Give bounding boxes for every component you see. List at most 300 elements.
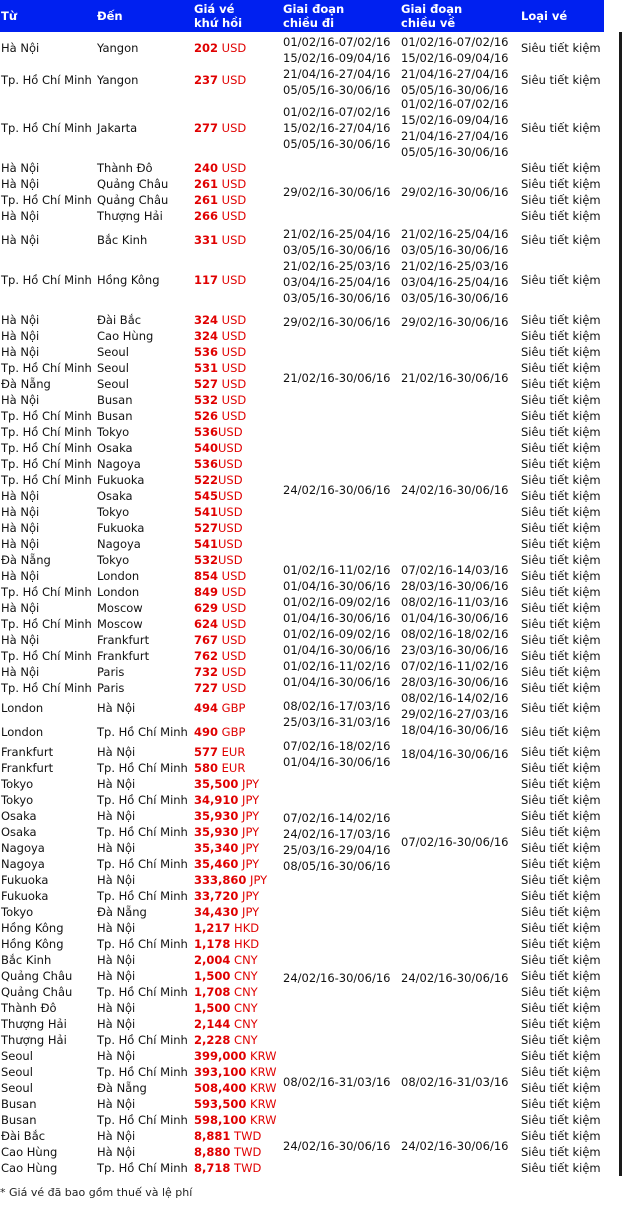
row-to: Tokyo — [97, 553, 130, 567]
row-to: Paris — [97, 665, 125, 679]
row-fare-type: Siêu tiết kiệm — [521, 1129, 601, 1143]
price-value: 629 — [194, 601, 219, 615]
price-currency: JPY — [238, 825, 260, 839]
price-value: 545 — [194, 489, 219, 503]
period-return: 28/03/16-30/06/16 — [401, 579, 509, 593]
row-fare-type: Siêu tiết kiệm — [521, 905, 601, 919]
header-out-1: Giai đoạn — [283, 2, 345, 16]
row-price — [194, 984, 258, 1000]
period-return: 28/03/16-30/06/16 — [401, 675, 509, 689]
period-outbound: 07/02/16-14/02/16 — [283, 811, 391, 825]
price-currency: USD — [218, 681, 247, 695]
row-from: Hồng Kông — [1, 921, 64, 935]
row-fare-type: Siêu tiết kiệm — [521, 857, 601, 871]
header-ret-1: Giai đoạn — [401, 2, 463, 16]
row-from: Tokyo — [1, 793, 34, 807]
row-fare-type: Siêu tiết kiệm — [521, 505, 601, 519]
price-value: 35,460 — [194, 857, 239, 871]
row-price — [194, 488, 243, 504]
row-fare-type: Siêu tiết kiệm — [521, 649, 601, 663]
row-price — [194, 1080, 276, 1096]
row-fare-type: Siêu tiết kiệm — [521, 409, 601, 423]
row-to: Tp. Hồ Chí Minh — [97, 725, 188, 739]
period-outbound: 03/04/16-25/04/16 — [283, 275, 391, 289]
row-fare-type: Siêu tiết kiệm — [521, 1161, 601, 1175]
period-return: 05/05/16-30/06/16 — [401, 83, 509, 97]
row-price — [194, 584, 246, 600]
price-currency: KRW — [246, 1113, 277, 1127]
row-from: Đà Nẵng — [1, 377, 51, 391]
row-price — [194, 760, 245, 776]
row-to: Hà Nội — [97, 1001, 136, 1015]
price-value: 727 — [194, 681, 219, 695]
row-price — [194, 208, 246, 224]
row-price — [194, 968, 258, 984]
row-from: Busan — [1, 1097, 37, 1111]
row-fare-type: Siêu tiết kiệm — [521, 985, 601, 999]
row-from: Hà Nội — [1, 177, 40, 191]
row-fare-type: Siêu tiết kiệm — [521, 665, 601, 679]
period-return: 15/02/16-09/04/16 — [401, 113, 509, 127]
row-from: Nagoya — [1, 857, 45, 871]
row-fare-type: Siêu tiết kiệm — [521, 313, 601, 327]
price-value: 541 — [194, 505, 219, 519]
period-outbound: 03/05/16-30/06/16 — [283, 291, 391, 305]
price-value: 266 — [194, 209, 219, 223]
row-to: Busan — [97, 409, 133, 423]
price-value: 34,910 — [194, 793, 239, 807]
row-fare-type: Siêu tiết kiệm — [521, 521, 601, 535]
price-value: 202 — [194, 41, 219, 55]
price-value: 34,430 — [194, 905, 239, 919]
period-outbound: 24/02/16-30/06/16 — [283, 483, 391, 497]
price-currency: USD — [218, 41, 247, 55]
row-from: Hà Nội — [1, 233, 40, 247]
period-outbound: 03/05/16-30/06/16 — [283, 243, 391, 257]
row-from: Tp. Hồ Chí Minh — [1, 441, 92, 455]
price-value: 8,880 — [194, 1145, 231, 1159]
price-value: 399,000 — [194, 1049, 247, 1063]
price-value: 732 — [194, 665, 219, 679]
row-fare-type: Siêu tiết kiệm — [521, 1065, 601, 1079]
row-fare-type: Siêu tiết kiệm — [521, 937, 601, 951]
price-currency: USD — [218, 665, 247, 679]
row-to: Tp. Hồ Chí Minh — [97, 937, 188, 951]
row-to: Thượng Hải — [97, 209, 163, 223]
row-price — [194, 648, 246, 664]
period-outbound: 08/05/16-30/06/16 — [283, 859, 391, 873]
row-price — [194, 824, 259, 840]
row-fare-type: Siêu tiết kiệm — [521, 953, 601, 967]
row-to: Tp. Hồ Chí Minh — [97, 985, 188, 999]
header-price-2: khứ hồi — [194, 16, 243, 30]
row-price — [194, 600, 246, 616]
row-price — [194, 1000, 258, 1016]
row-to: Seoul — [97, 361, 129, 375]
period-return: 08/02/16-11/03/16 — [401, 595, 509, 609]
price-currency: JPY — [238, 841, 260, 855]
row-to: Tokyo — [97, 425, 130, 439]
price-value: 580 — [194, 761, 219, 775]
period-return: 01/02/16-07/02/16 — [401, 35, 509, 49]
period-return: 01/04/16-30/06/16 — [401, 611, 509, 625]
row-to: Nagoya — [97, 537, 141, 551]
row-to: Hà Nội — [97, 1017, 136, 1031]
row-price — [194, 1064, 276, 1080]
price-value: 261 — [194, 177, 219, 191]
row-to: Tp. Hồ Chí Minh — [97, 825, 188, 839]
row-fare-type: Siêu tiết kiệm — [521, 345, 601, 359]
row-price — [194, 888, 259, 904]
price-value: 1,178 — [194, 937, 231, 951]
row-from: Hà Nội — [1, 41, 40, 55]
row-price — [194, 872, 267, 888]
row-price — [194, 72, 246, 88]
row-to: Đà Nẵng — [97, 905, 147, 919]
period-outbound: 24/02/16-30/06/16 — [283, 971, 391, 985]
price-currency: TWD — [230, 1145, 262, 1159]
row-from: Hồng Kông — [1, 937, 64, 951]
period-outbound: 15/02/16-09/04/16 — [283, 51, 391, 65]
row-fare-type: Siêu tiết kiệm — [521, 969, 601, 983]
price-currency: HKD — [230, 921, 260, 935]
row-from: Hà Nội — [1, 665, 40, 679]
row-to: Hà Nội — [97, 873, 136, 887]
price-currency: USD — [218, 273, 247, 287]
row-to: Hồng Kông — [97, 273, 160, 287]
price-currency: TWD — [230, 1129, 262, 1143]
row-to: Nagoya — [97, 457, 141, 471]
row-to: Hà Nội — [97, 1049, 136, 1063]
row-from: Đài Bắc — [1, 1129, 46, 1143]
period-outbound: 05/05/16-30/06/16 — [283, 83, 391, 97]
price-currency: USD — [218, 209, 247, 223]
row-to: Osaka — [97, 489, 133, 503]
row-price — [194, 1160, 261, 1176]
row-from: Tp. Hồ Chí Minh — [1, 73, 92, 87]
row-from: Busan — [1, 1113, 37, 1127]
row-price — [194, 632, 246, 648]
row-fare-type: Siêu tiết kiệm — [521, 1033, 601, 1047]
row-to: Tp. Hồ Chí Minh — [97, 1065, 188, 1079]
row-price — [194, 1144, 261, 1160]
price-currency: USD — [218, 537, 243, 551]
row-to: Hà Nội — [97, 1145, 136, 1159]
row-price — [194, 392, 246, 408]
price-currency: CNY — [230, 1017, 258, 1031]
row-fare-type: Siêu tiết kiệm — [521, 1097, 601, 1111]
period-return: 29/02/16-30/06/16 — [401, 315, 509, 329]
price-currency: EUR — [218, 745, 246, 759]
row-from: London — [1, 701, 44, 715]
row-to: Moscow — [97, 601, 143, 615]
period-outbound: 01/02/16-11/02/16 — [283, 659, 391, 673]
period-return: 21/04/16-27/04/16 — [401, 129, 509, 143]
row-from: Nagoya — [1, 841, 45, 855]
row-price — [194, 176, 246, 192]
row-to: Seoul — [97, 345, 129, 359]
row-from: Tp. Hồ Chí Minh — [1, 193, 92, 207]
price-currency: USD — [218, 121, 247, 135]
row-fare-type: Siêu tiết kiệm — [521, 745, 601, 759]
row-to: Moscow — [97, 617, 143, 631]
period-return: 08/02/16-14/02/16 — [401, 691, 509, 705]
price-value: 35,500 — [194, 777, 239, 791]
row-to: Hà Nội — [97, 809, 136, 823]
price-currency: USD — [218, 457, 243, 471]
row-from: Frankfurt — [1, 745, 54, 759]
period-outbound: 15/02/16-27/04/16 — [283, 121, 391, 135]
row-price — [194, 904, 259, 920]
row-from: Thượng Hải — [1, 1017, 67, 1031]
price-currency: USD — [218, 569, 247, 583]
row-from: Hà Nội — [1, 505, 40, 519]
row-from: Cao Hùng — [1, 1161, 58, 1175]
price-value: 536 — [194, 457, 219, 471]
row-price — [194, 920, 259, 936]
price-value: 527 — [194, 521, 219, 535]
row-to: Tp. Hồ Chí Minh — [97, 857, 188, 871]
price-currency: USD — [218, 393, 247, 407]
row-from: Hà Nội — [1, 209, 40, 223]
row-from: Đà Nẵng — [1, 553, 51, 567]
row-fare-type: Siêu tiết kiệm — [521, 441, 601, 455]
period-outbound: 25/03/16-29/04/16 — [283, 843, 391, 857]
row-price — [194, 952, 258, 968]
period-outbound: 29/02/16-30/06/16 — [283, 185, 391, 199]
price-value: 1,500 — [194, 1001, 231, 1015]
row-price — [194, 840, 259, 856]
header-out-2: chiều đi — [283, 16, 335, 30]
row-fare-type: Siêu tiết kiệm — [521, 1001, 601, 1015]
header-ret-2: chiều về — [401, 16, 456, 30]
row-price — [194, 664, 246, 680]
row-fare-type: Siêu tiết kiệm — [521, 873, 601, 887]
row-price — [194, 680, 246, 696]
row-fare-type: Siêu tiết kiệm — [521, 1145, 601, 1159]
row-from: Cao Hùng — [1, 1145, 58, 1159]
row-to: Fukuoka — [97, 521, 145, 535]
row-to: Hà Nội — [97, 745, 136, 759]
price-value: 532 — [194, 393, 219, 407]
price-currency: USD — [218, 345, 247, 359]
row-from: London — [1, 725, 44, 739]
row-price — [194, 1032, 258, 1048]
price-value: 8,718 — [194, 1161, 231, 1175]
row-price — [194, 1112, 276, 1128]
header-to: Đến — [97, 9, 123, 23]
row-from: Hà Nội — [1, 601, 40, 615]
period-outbound: 01/04/16-30/06/16 — [283, 611, 391, 625]
row-from: Hà Nội — [1, 345, 40, 359]
row-to: Yangon — [97, 41, 139, 55]
row-price — [194, 1128, 261, 1144]
row-to: Đài Bắc — [97, 313, 142, 327]
row-fare-type: Siêu tiết kiệm — [521, 553, 601, 567]
row-price — [194, 504, 243, 520]
row-from: Hà Nội — [1, 313, 40, 327]
row-to: Quảng Châu — [97, 177, 169, 191]
row-to: Yangon — [97, 73, 139, 87]
period-outbound: 29/02/16-30/06/16 — [283, 315, 391, 329]
period-outbound: 01/02/16-09/02/16 — [283, 595, 391, 609]
price-currency: JPY — [238, 905, 260, 919]
price-value: 324 — [194, 313, 219, 327]
row-to: Frankfurt — [97, 633, 150, 647]
price-currency: USD — [218, 521, 243, 535]
row-price — [194, 936, 259, 952]
price-value: 854 — [194, 569, 219, 583]
period-return: 29/02/16-30/06/16 — [401, 185, 509, 199]
period-outbound: 01/02/16-09/02/16 — [283, 627, 391, 641]
price-value: 490 — [194, 725, 219, 739]
row-fare-type: Siêu tiết kiệm — [521, 793, 601, 807]
price-currency: USD — [218, 649, 247, 663]
row-fare-type: Siêu tiết kiệm — [521, 725, 601, 739]
price-value: 526 — [194, 409, 219, 423]
row-fare-type: Siêu tiết kiệm — [521, 841, 601, 855]
price-currency: USD — [218, 601, 247, 615]
row-price — [194, 520, 243, 536]
row-to: Quảng Châu — [97, 193, 169, 207]
row-fare-type: Siêu tiết kiệm — [521, 777, 601, 791]
row-price — [194, 328, 246, 344]
row-fare-type: Siêu tiết kiệm — [521, 569, 601, 583]
period-return: 29/02/16-27/03/16 — [401, 707, 509, 721]
period-return: 07/02/16-30/06/16 — [401, 835, 509, 849]
price-value: 393,100 — [194, 1065, 247, 1079]
row-to: Osaka — [97, 441, 133, 455]
price-value: 1,217 — [194, 921, 231, 935]
period-outbound: 01/02/16-07/02/16 — [283, 105, 391, 119]
row-price — [194, 456, 243, 472]
row-price — [194, 808, 259, 824]
price-value: 331 — [194, 233, 219, 247]
row-from: Hà Nội — [1, 161, 40, 175]
period-return: 07/02/16-14/03/16 — [401, 563, 509, 577]
row-price — [194, 424, 243, 440]
row-to: Tp. Hồ Chí Minh — [97, 1161, 188, 1175]
row-fare-type: Siêu tiết kiệm — [521, 681, 601, 695]
row-from: Thành Đô — [1, 1001, 57, 1015]
row-price — [194, 160, 246, 176]
period-outbound: 01/02/16-11/02/16 — [283, 563, 391, 577]
header-from: Từ — [1, 9, 18, 23]
period-outbound: 21/04/16-27/04/16 — [283, 67, 391, 81]
row-fare-type: Siêu tiết kiệm — [521, 457, 601, 471]
row-price — [194, 744, 245, 760]
row-price — [194, 408, 246, 424]
period-return: 21/02/16-30/06/16 — [401, 371, 509, 385]
period-return: 21/02/16-25/04/16 — [401, 227, 509, 241]
price-value: 494 — [194, 701, 219, 715]
row-to: Tp. Hồ Chí Minh — [97, 793, 188, 807]
period-return: 15/02/16-09/04/16 — [401, 51, 509, 65]
row-price — [194, 792, 259, 808]
row-fare-type: Siêu tiết kiệm — [521, 233, 601, 247]
row-from: Hà Nội — [1, 489, 40, 503]
row-price — [194, 232, 246, 248]
price-currency: USD — [218, 177, 247, 191]
price-currency: USD — [218, 313, 247, 327]
row-fare-type: Siêu tiết kiệm — [521, 537, 601, 551]
period-outbound: 01/04/16-30/06/16 — [283, 675, 391, 689]
price-currency: USD — [218, 233, 247, 247]
price-value: 593,500 — [194, 1097, 247, 1111]
price-value: 598,100 — [194, 1113, 247, 1127]
period-outbound: 01/04/16-30/06/16 — [283, 643, 391, 657]
period-outbound: 01/04/16-30/06/16 — [283, 579, 391, 593]
row-to: Hà Nội — [97, 921, 136, 935]
row-price — [194, 568, 246, 584]
row-from: Hà Nội — [1, 569, 40, 583]
price-currency: USD — [218, 585, 247, 599]
row-from: Tp. Hồ Chí Minh — [1, 457, 92, 471]
price-value: 522 — [194, 473, 219, 487]
row-price — [194, 40, 246, 56]
row-fare-type: Siêu tiết kiệm — [521, 889, 601, 903]
price-currency: USD — [218, 329, 247, 343]
row-from: Seoul — [1, 1049, 33, 1063]
row-fare-type: Siêu tiết kiệm — [521, 121, 601, 135]
period-return: 07/02/16-11/02/16 — [401, 659, 509, 673]
row-to: Hà Nội — [97, 953, 136, 967]
row-to: Tokyo — [97, 505, 130, 519]
row-from: Thượng Hải — [1, 1033, 67, 1047]
price-value: 333,860 — [194, 873, 247, 887]
price-value: 261 — [194, 193, 219, 207]
period-return: 23/03/16-30/06/16 — [401, 643, 509, 657]
row-fare-type: Siêu tiết kiệm — [521, 1081, 601, 1095]
row-to: Seoul — [97, 377, 129, 391]
period-return: 03/05/16-30/06/16 — [401, 291, 509, 305]
price-currency: GBP — [218, 701, 246, 715]
price-currency: JPY — [238, 777, 260, 791]
row-fare-type: Siêu tiết kiệm — [521, 633, 601, 647]
period-return: 24/02/16-30/06/16 — [401, 971, 509, 985]
row-from: Tp. Hồ Chí Minh — [1, 473, 92, 487]
row-price — [194, 376, 246, 392]
price-currency: USD — [218, 193, 247, 207]
price-currency: JPY — [238, 793, 260, 807]
period-return: 05/05/16-30/06/16 — [401, 145, 509, 159]
row-price — [194, 472, 243, 488]
price-currency: JPY — [246, 873, 268, 887]
price-currency: HKD — [230, 937, 260, 951]
row-to: Jakarta — [97, 121, 138, 135]
price-currency: USD — [218, 161, 247, 175]
price-value: 8,881 — [194, 1129, 231, 1143]
row-from: Tp. Hồ Chí Minh — [1, 361, 92, 375]
period-outbound: 07/02/16-18/02/16 — [283, 739, 391, 753]
price-currency: USD — [218, 361, 247, 375]
price-currency: JPY — [238, 809, 260, 823]
price-value: 2,144 — [194, 1017, 231, 1031]
row-fare-type: Siêu tiết kiệm — [521, 585, 601, 599]
price-value: 2,004 — [194, 953, 231, 967]
row-from: Hà Nội — [1, 393, 40, 407]
row-fare-type: Siêu tiết kiệm — [521, 1017, 601, 1031]
row-fare-type: Siêu tiết kiệm — [521, 193, 601, 207]
row-price — [194, 1016, 258, 1032]
price-value: 35,340 — [194, 841, 239, 855]
row-price — [194, 536, 243, 552]
row-price — [194, 120, 246, 136]
price-currency: USD — [218, 409, 247, 423]
period-outbound: 24/02/16-30/06/16 — [283, 1139, 391, 1153]
row-fare-type: Siêu tiết kiệm — [521, 177, 601, 191]
row-fare-type: Siêu tiết kiệm — [521, 393, 601, 407]
